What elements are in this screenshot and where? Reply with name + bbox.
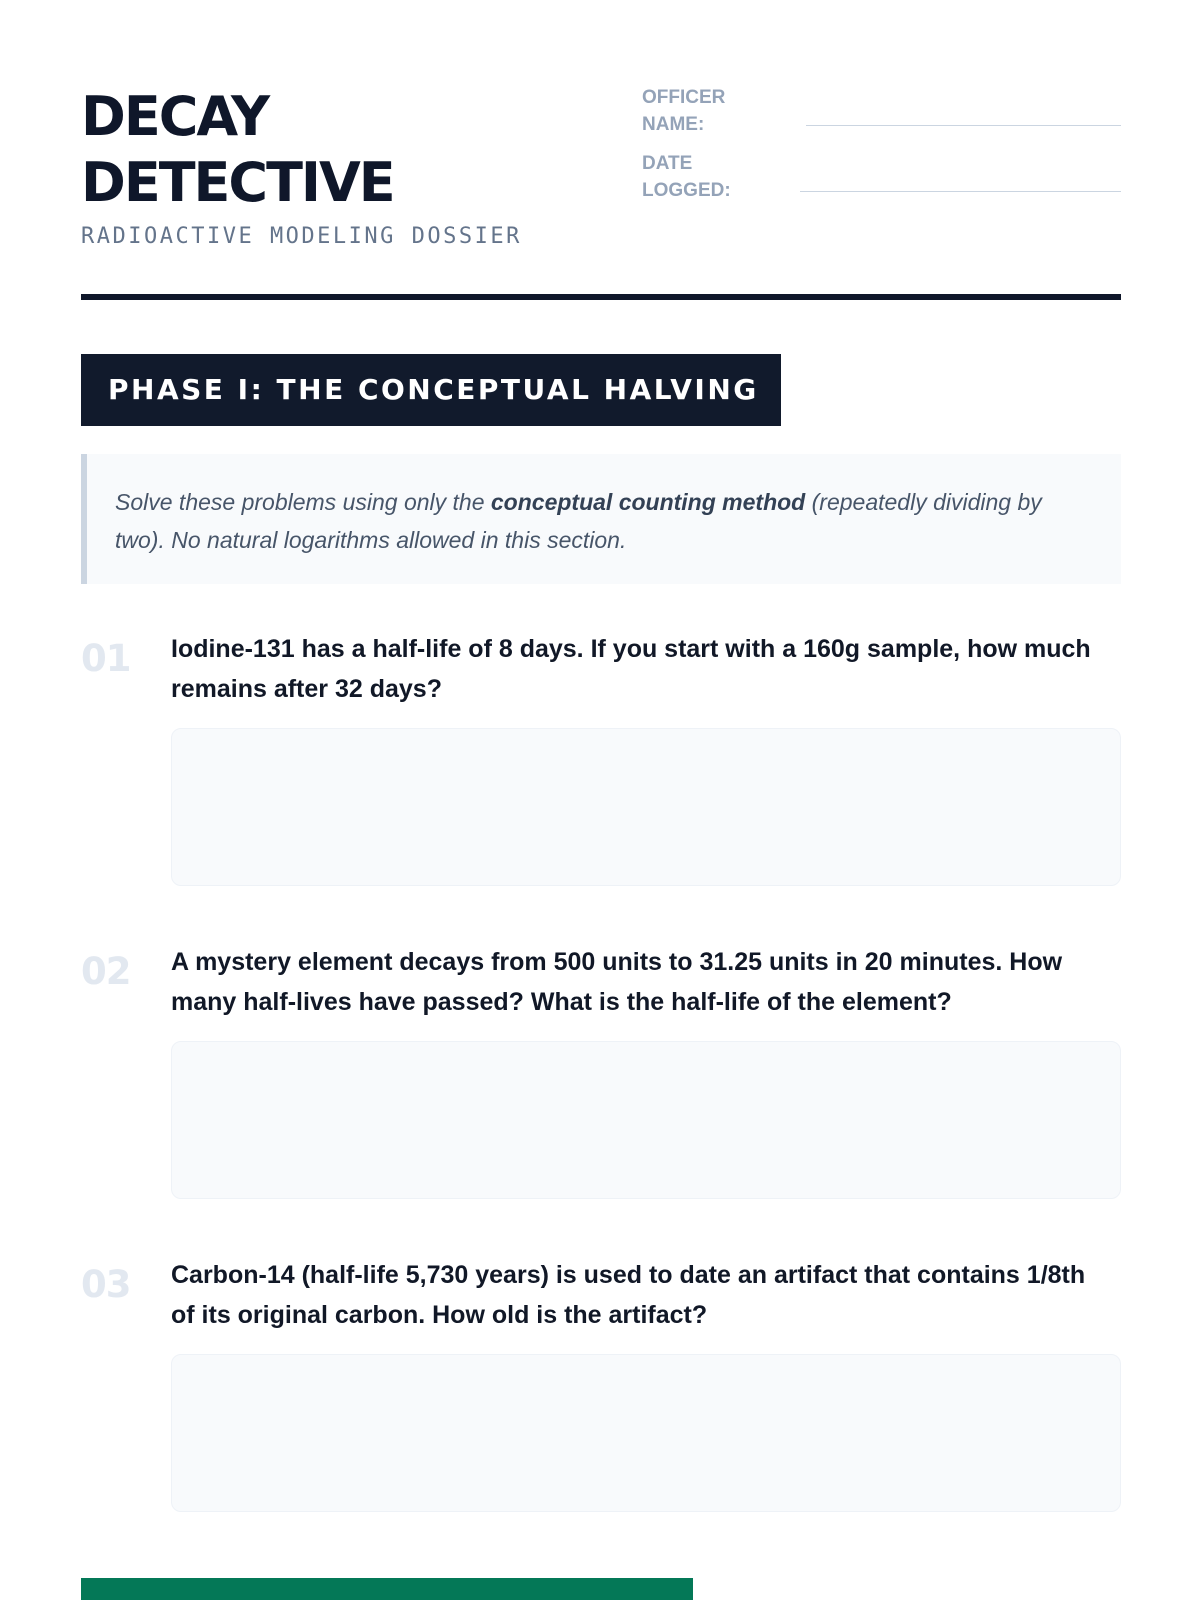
date-logged-field[interactable] — [642, 150, 1121, 216]
question-number: 03 — [81, 1263, 131, 1306]
phase-1-banner: PHASE I: THE CONCEPTUAL HALVING — [81, 354, 781, 426]
worksheet-subtitle: RADIOACTIVE MODELING DOSSIER — [81, 224, 522, 249]
officer-name-line[interactable] — [806, 125, 1121, 126]
officer-name-field[interactable] — [642, 84, 1121, 150]
question-text: Iodine-131 has a half-life of 8 days. If you start with a 160g sample, how much remains after 32 days? — [171, 635, 1091, 703]
header-divider — [81, 294, 1121, 300]
phase-2-banner — [81, 1578, 693, 1600]
question-number: 01 — [81, 637, 131, 680]
header-fields — [642, 84, 1121, 216]
phase-1-instructions — [81, 454, 1121, 584]
question-text: Carbon-14 (half-life 5,730 years) is used to date an artifact that contains 1/8th of its original carbon. How old is the artifact? — [171, 1261, 1086, 1329]
title-line-2: DETECTIVE — [81, 151, 394, 214]
instructions-emphasis: conceptual counting method — [490, 489, 806, 515]
question-text: A mystery element decays from 500 units to 31.25 units in 20 minutes. How many half-lives have passed? What is the half-life of the element? — [171, 948, 1063, 1016]
instructions-text-start: Solve these problems using only the — [115, 489, 491, 515]
dossier-header — [81, 84, 1121, 302]
date-logged-label: DATE LOGGED: — [642, 153, 731, 201]
answer-box[interactable] — [171, 1041, 1121, 1199]
question-number: 02 — [81, 950, 131, 993]
answer-box[interactable] — [171, 1354, 1121, 1512]
date-logged-line[interactable] — [800, 191, 1121, 192]
officer-name-label: OFFICER NAME: — [642, 87, 726, 135]
title-line-1: DECAY — [81, 85, 269, 148]
instructions-text-end: (repeatedly dividing by two). No natural logarithms allowed in this section. — [115, 489, 1042, 553]
answer-box[interactable] — [171, 728, 1121, 886]
